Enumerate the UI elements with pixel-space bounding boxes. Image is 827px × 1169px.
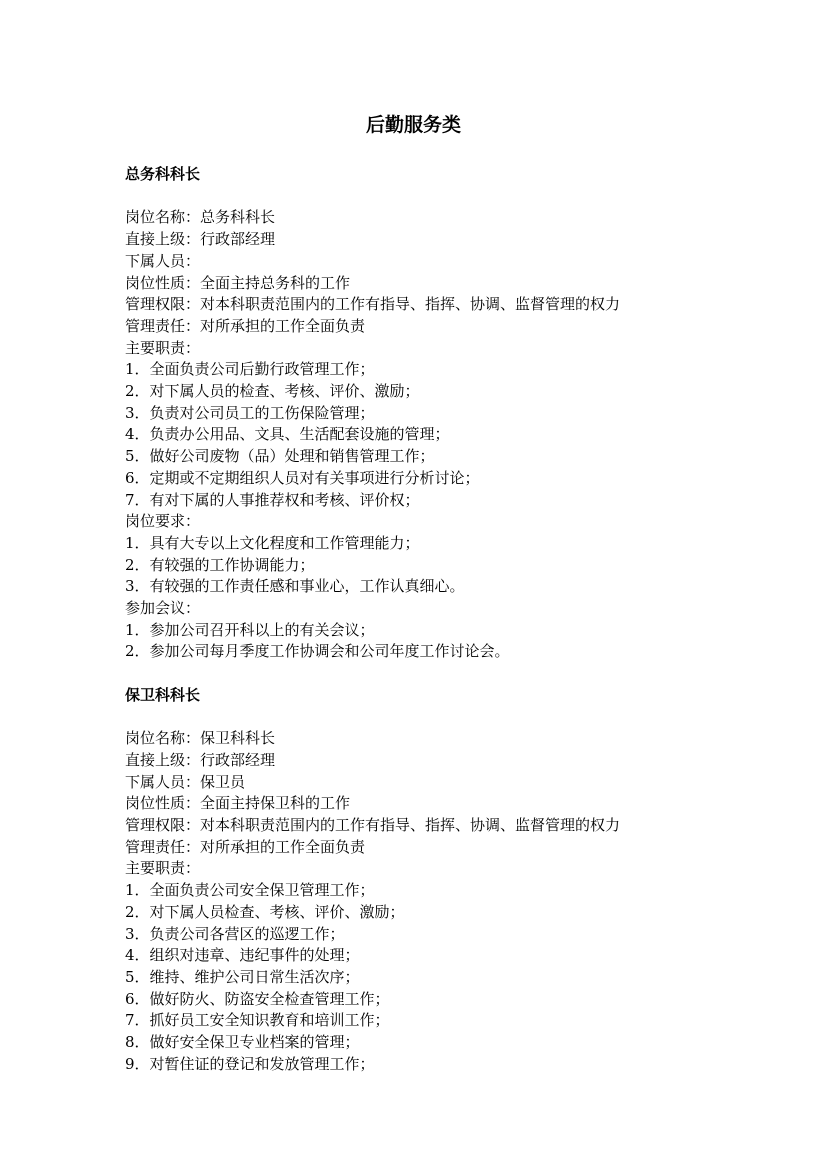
duty-item: 6．做好防火、防盗安全检查管理工作； [125, 989, 390, 1008]
requirement-item: 1．具有大专以上文化程度和工作管理能力； [125, 533, 420, 552]
field-requirements-label: 岗位要求： [125, 512, 201, 531]
duty-item: 8．做好安全保卫专业档案的管理； [125, 1033, 360, 1052]
field-direct-superior: 直接上级：行政部经理 [125, 750, 276, 769]
field-authority: 管理权限：对本科职责范围内的工作有指导、指挥、协调、监督管理的权力 [125, 816, 621, 835]
field-job-title: 岗位名称：总务科科长 [125, 208, 276, 227]
field-authority: 管理权限：对本科职责范围内的工作有指导、指挥、协调、监督管理的权力 [125, 295, 621, 314]
field-responsibility: 管理责任：对所承担的工作全面负责 [125, 837, 366, 856]
duty-item: 1．全面负责公司后勤行政管理工作； [125, 360, 375, 379]
field-subordinates: 下属人员：保卫员 [125, 772, 246, 791]
field-meetings-label: 参加会议： [125, 599, 201, 618]
duty-item: 6．定期或不定期组织人员对有关事项进行分析讨论； [125, 468, 480, 487]
requirement-item: 2．有较强的工作协调能力； [125, 555, 315, 574]
field-responsibility: 管理责任：对所承担的工作全面负责 [125, 316, 366, 335]
document-title: 后勤服务类 [365, 114, 461, 136]
duty-item: 5．做好公司废物（品）处理和销售管理工作； [125, 447, 435, 466]
duty-item: 9．对暂住证的登记和发放管理工作； [125, 1054, 375, 1073]
meeting-item: 2．参加公司每月季度工作协调会和公司年度工作讨论会。 [125, 642, 510, 661]
meeting-item: 1．参加公司召开科以上的有关会议； [125, 620, 375, 639]
duty-item: 3．负责对公司员工的工伤保险管理； [125, 403, 375, 422]
requirement-item: 3．有较强的工作责任感和事业心，工作认真细心。 [125, 577, 465, 596]
duty-item: 2．对下属人员检查、考核、评价、激励； [125, 902, 405, 921]
field-job-title: 岗位名称：保卫科科长 [125, 729, 276, 748]
field-job-nature: 岗位性质：全面主持保卫科的工作 [125, 794, 351, 813]
section-general-affairs-chief [125, 164, 745, 663]
spacer [125, 186, 745, 208]
field-direct-superior: 直接上级：行政部经理 [125, 230, 276, 249]
duty-item: 4．组织对违章、违纪事件的处理； [125, 946, 360, 965]
field-job-nature: 岗位性质：全面主持总务科的工作 [125, 273, 351, 292]
duty-item: 7．有对下属的人事推荐权和考核、评价权； [125, 490, 420, 509]
duty-item: 4．负责办公用品、文具、生活配套设施的管理； [125, 425, 450, 444]
document-body [125, 164, 745, 1075]
field-subordinates: 下属人员： [125, 251, 201, 270]
field-duties-label: 主要职责： [125, 859, 201, 878]
duty-item: 2．对下属人员的检查、考核、评价、激励； [125, 382, 420, 401]
duty-item: 7．抓好员工安全知识教育和培训工作； [125, 1011, 390, 1030]
field-duties-label: 主要职责： [125, 338, 201, 357]
section-security-chief [125, 685, 745, 1076]
section-heading: 总务科科长 [125, 165, 201, 183]
section-heading: 保卫科科长 [125, 685, 201, 704]
spacer [125, 663, 745, 685]
duty-item: 1．全面负责公司安全保卫管理工作； [125, 881, 375, 900]
duty-item: 5．维持、维护公司日常生活次序； [125, 967, 360, 986]
duty-item: 3．负责公司各营区的巡逻工作； [125, 924, 345, 943]
spacer [125, 707, 745, 729]
